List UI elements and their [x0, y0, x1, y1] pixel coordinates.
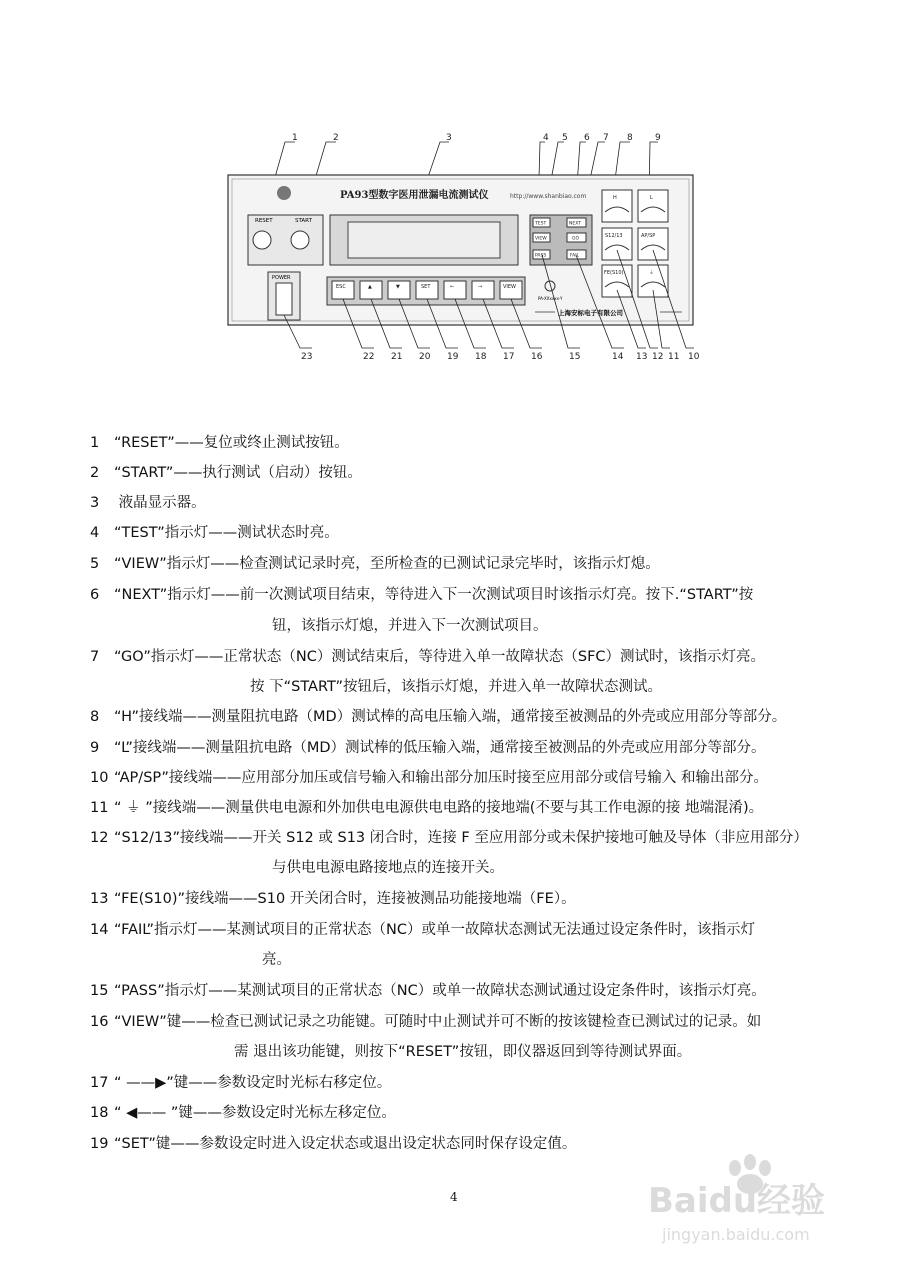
pass-led: PASS [535, 253, 547, 259]
left-key[interactable] [444, 281, 466, 299]
list-item: 19 “SET”键——参数设定时进入设定状态或退出设定状态同时保存设定值。 [90, 1136, 577, 1152]
watermark-url: jingyan.baidu.com [662, 1225, 810, 1244]
right-key[interactable] [472, 281, 494, 299]
apsp-terminal-label: AP/SP [641, 233, 656, 239]
list-item-continuation: 需 退出该功能键，则按下“RESET”按钮，即仪器返回到等待测试界面。 [234, 1044, 692, 1060]
list-item: 4 “TEST”指示灯——测试状态时亮。 [90, 525, 339, 541]
fail-led: FAIL [570, 253, 580, 259]
start-label: START [295, 218, 312, 224]
list-item: 10 “AP/SP”接线端——应用部分加压或信号输入和输出部分加压时接至应用部分或信号输入 和输出部分。 [90, 770, 769, 786]
callout-16: 16 [531, 352, 543, 362]
go-led: GO [572, 236, 580, 242]
list-item: 1 “RESET”——复位或终止测试按钮。 [90, 435, 349, 451]
ground-terminal-label: ⏚ [649, 270, 655, 276]
callout-8: 8 [627, 133, 633, 143]
list-item: 18 “ ◀—— ”键——参数设定时光标左移定位。 [90, 1105, 396, 1121]
baidu-watermark [640, 1150, 870, 1250]
list-item: 17 “ ——▶”键——参数设定时光标右移定位。 [90, 1075, 392, 1091]
callout-12: 12 [652, 352, 664, 362]
callout-20: 20 [419, 352, 431, 362]
callout-14: 14 [612, 352, 624, 362]
reset-button[interactable] [253, 231, 271, 249]
svg-text:SET: SET [421, 284, 431, 290]
front-panel-figure [200, 120, 720, 370]
list-item: 6 “NEXT”指示灯——前一次测试项目结束，等待进入下一次测试项目时该指示灯亮。按下.“START”按 [90, 587, 754, 603]
reset-label: RESET [255, 218, 273, 224]
list-item: 5 “VIEW”指示灯——检查测试记录时亮，至所检查的已测试记录完毕时，该指示灯熄。 [90, 556, 660, 572]
list-item: 13 “FE(S10)”接线端——S10 开关闭合时，连接被测品功能接地端（FE）。 [90, 891, 576, 907]
test-led: TEST [535, 221, 547, 227]
svg-text:←: ← [450, 284, 455, 290]
list-item: 14 “FAIL”指示灯——某测试项目的正常状态（NC）或单一故障状态测试无法通过设定条件时，该指示灯 [90, 922, 756, 938]
callout-4: 4 [543, 133, 549, 143]
list-item-continuation: 亮。 [262, 952, 291, 968]
panel-title: PA93型数字医用泄漏电流测试仪 [340, 190, 489, 201]
callout-22: 22 [363, 352, 375, 362]
callout-17: 17 [503, 352, 515, 362]
list-item-continuation: 按 下“START”按钮后，该指示灯熄，并进入单一故障状态测试。 [250, 679, 663, 695]
watermark-brand: Baidu经验 [648, 1181, 826, 1221]
l-terminal-label: L [650, 195, 653, 201]
callout-21: 21 [391, 352, 403, 362]
view-led: VIEW [535, 236, 547, 242]
callout-13: 13 [636, 352, 648, 362]
list-item-continuation: 钮，该指示灯熄，并进入下一次测试项目。 [272, 618, 548, 634]
callout-19: 19 [447, 352, 459, 362]
svg-text:▼: ▼ [396, 284, 400, 290]
svg-text:ESC: ESC [336, 284, 346, 290]
list-item: 16 “VIEW”键——检查已测试记录之功能键。可随时中止测试并可不断的按该键检查已测试过的记录。如 [90, 1014, 762, 1030]
callout-15: 15 [569, 352, 581, 362]
list-item: 15 “PASS”指示灯——某测试项目的正常状态（NC）或单一故障状态测试通过设定条件时，该指示灯亮。 [90, 983, 766, 999]
start-button[interactable] [291, 231, 309, 249]
list-item: 7 “GO”指示灯——正常状态（NC）测试结束后，等待进入单一故障状态（SFC）测试时，该指示灯亮。 [90, 649, 766, 665]
callout-7: 7 [603, 133, 609, 143]
panel-url: http://www.shanbiao.com [510, 193, 587, 200]
page-number: 4 [450, 1190, 458, 1204]
callout-23: 23 [301, 352, 313, 362]
list-item: 3 液晶显示器。 [90, 495, 206, 511]
callout-6: 6 [584, 133, 590, 143]
list-item-continuation: 与供电电源电路接地点的连接开关。 [272, 860, 504, 876]
list-item: 11 “ ⏚ ”接线端——测量供电电源和外加供电电源供电电路的接地端(不要与其工作电源的接 地端混淆)。 [90, 800, 764, 816]
svg-text:VIEW: VIEW [503, 284, 516, 290]
fe-terminal-label: FE(S10) [604, 270, 624, 276]
s1213-terminal-label: S12/13 [605, 233, 623, 239]
callout-1: 1 [292, 133, 298, 143]
svg-text:▲: ▲ [368, 284, 372, 290]
callout-3: 3 [446, 133, 452, 143]
callout-2: 2 [333, 133, 339, 143]
list-item: 12 “S12/13”接线端——开关 S12 或 S13 闭合时，连接 F 至应用部分或未保护接地可触及导体（非应用部分） [90, 830, 808, 846]
lcd-display [348, 222, 500, 258]
power-label: POWER [272, 275, 291, 281]
callout-11: 11 [668, 352, 680, 362]
callout-10: 10 [688, 352, 700, 362]
callout-5: 5 [562, 133, 568, 143]
list-item: 2 “START”——执行测试（启动）按钮。 [90, 465, 362, 481]
callout-18: 18 [475, 352, 487, 362]
svg-text:→: → [478, 284, 483, 290]
list-item: 8 “H”接线端——测量阻抗电路（MD）测试棒的高电压输入端，通常接至被测品的外壳或应用部分等部分。 [90, 709, 787, 725]
company-name: 上海安标电子有限公司 [558, 309, 623, 317]
next-led: NEXT [569, 221, 581, 227]
list-item: 9 “L”接线端——测量阻抗电路（MD）测试棒的低压输入端，通常接至被测品的外壳或应用部分等部分。 [90, 740, 766, 756]
power-switch[interactable] [276, 283, 292, 315]
callout-9: 9 [655, 133, 661, 143]
cert-mark: PA-XXxxxx-Y [538, 296, 563, 301]
h-terminal-label: H [613, 195, 617, 201]
